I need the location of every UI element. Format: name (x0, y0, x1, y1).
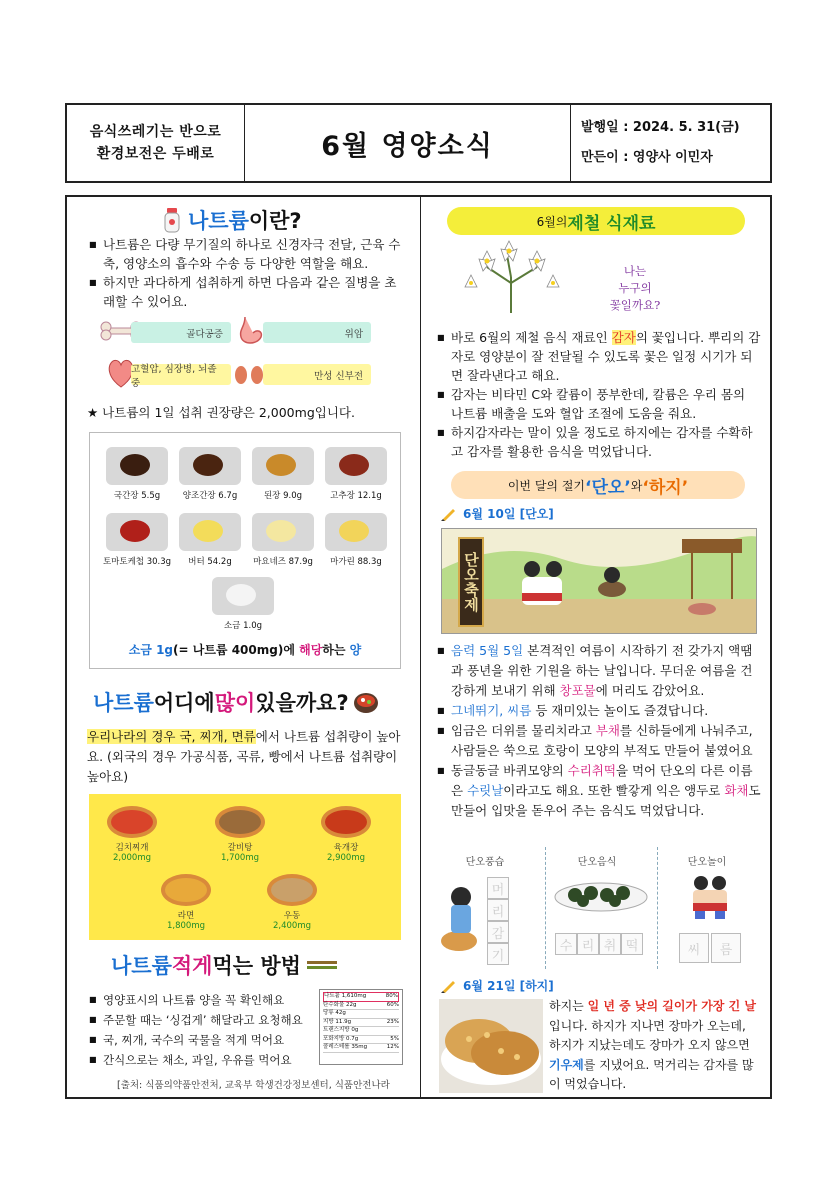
spoon-icon (252, 513, 314, 551)
list-item: ■ 하지감자라는 말이 있을 정도로 하지에는 감자를 수확하고 감자를 활용한 음식을 먹었답니다. (435, 423, 761, 461)
spoon-item (248, 513, 318, 567)
author: 만든이 : 영양사 이민자 (581, 150, 713, 165)
festival-sign: 단오축제 (458, 537, 484, 627)
stew-pot-icon (353, 690, 379, 714)
potato-flower-icon (457, 237, 565, 315)
spoon-label: 고추장 12.1g (330, 491, 382, 501)
spoon-icon (106, 513, 168, 551)
spoon-icon (179, 513, 241, 551)
dashed-divider (657, 847, 658, 969)
sodium-bullets (87, 235, 403, 311)
potato-pancake-icon (439, 999, 543, 1093)
dish-item (107, 806, 157, 863)
spoon-label: 소금 1.0g (223, 621, 263, 631)
char-box: 떡 (621, 933, 643, 955)
seasonal-bullets (435, 328, 761, 461)
label-name: 당류 42g (323, 1010, 346, 1016)
dano-festival-illustration (441, 528, 757, 634)
less-title-end: 먹는 방법 (212, 954, 301, 978)
sodium-heading (162, 205, 302, 235)
dish-sodium: 1,700mg (220, 853, 259, 863)
disease-osteoporosis: 골다공증 (131, 322, 231, 343)
list-item (435, 721, 761, 761)
haji-date-heading (441, 977, 554, 994)
haji-date: 6월 21일 [하지] (463, 979, 554, 993)
label-name: 콜레스테롤 35mg (323, 1044, 368, 1050)
salt-caption (90, 641, 400, 658)
dish-name: 갈비탕 (227, 843, 253, 853)
dish-name: 우동 (283, 911, 301, 921)
dano-bullets (435, 641, 761, 821)
mini-head-play: 단오놀이 (687, 857, 727, 868)
dano-date: 6월 10일 [단오] (463, 507, 554, 521)
dashed-divider (545, 847, 546, 969)
salt-caption-amount: 소금 1g (128, 643, 174, 657)
list-item (435, 641, 761, 701)
where-title-magenta: 많이 (214, 691, 256, 715)
newsletter-header (65, 103, 772, 183)
list-item: ■ 나트륨은 다량 무기질의 하나로 신경자극 전달, 근육 수축, 영양소의 흡수와 수송 등 다양한 역할을 해요. (87, 235, 403, 273)
text: 등 재미있는 놀이도 즐겼답니다. (531, 703, 709, 718)
seasonal-banner (447, 207, 745, 235)
flower-question (575, 263, 695, 314)
char-box: 기 (487, 943, 509, 965)
spoon-icon (252, 447, 314, 485)
dish-item (161, 874, 211, 931)
left-column (67, 197, 420, 1097)
dano-date-heading (441, 505, 554, 522)
spoon-label: 국간장 5.5g (113, 491, 161, 501)
list-item (435, 701, 761, 721)
sodium-spoon-chart (89, 432, 401, 669)
list-item: ■ 영양표시의 나트륨 양을 꼭 확인해요 (87, 990, 319, 1010)
text: 를 지냈어요. 먹거리는 감자를 많이 먹었습니다. (549, 1057, 754, 1091)
seasonal-banner-big: 제철 식재료 (567, 213, 656, 234)
list-item: ■ 감자는 비타민 C와 칼륨이 풍부한데, 칼륨은 우리 몸의 나트륨 배출을 도와 혈압 조절에 도움을 줘요. (435, 385, 761, 423)
label-percent: 5% (390, 1035, 399, 1042)
text: 를 신하들에게 나눠주고, 사람들은 쑥으로 호랑이 모양의 부적도 만들어 붙였어요 (451, 723, 753, 758)
spoon-item (102, 447, 172, 501)
haji-text (549, 997, 761, 1095)
dish-icon (107, 806, 157, 838)
char-box: 씨 (679, 933, 709, 963)
list-item: ■ 간식으로는 채소, 과일, 우유를 먹어요 (87, 1050, 319, 1070)
rice-cake-icon (553, 879, 649, 913)
kidney-icon (233, 363, 265, 387)
right-column (421, 197, 770, 1097)
label-percent: 80% (385, 993, 398, 999)
less-title-magenta: 적게 (171, 954, 213, 978)
mini-head-customs: 단오풍습 (465, 857, 505, 868)
lunar-date: 음력 5월 5일 (451, 643, 524, 658)
slogan-line-2: 환경보전은 두배로 (96, 146, 215, 162)
where-text-rest: 에서 나트륨 섭취량이 높아요. (외국의 경우 가공식품, 곡류, 빵에서 나트륨 섭취량이 높아요) (87, 729, 401, 784)
nutrition-label (319, 989, 403, 1065)
games: 그네뛰기, 씨름 (451, 703, 532, 718)
dish-icon (161, 874, 211, 906)
where-text-foods: 국, 찌개, 면류 (179, 729, 256, 744)
less-heading (111, 950, 337, 980)
text: 도 만들어 입맛을 돋우어 주는 음식도 먹었답니다. (451, 783, 761, 818)
source-note: [출처: 식품의약품안전처, 교육부 학생건강정보센터, 식품안전나라 (117, 1080, 390, 1091)
salt-shaker-icon (162, 207, 182, 233)
label-row (323, 1010, 399, 1019)
spoon-label: 마가린 88.3g (330, 557, 382, 567)
text: 동글동글 바퀴모양의 (451, 763, 568, 778)
dish-item (267, 874, 317, 931)
terms-banner-haji: ‘하지’ (642, 477, 689, 498)
where-title-end: 있을까요? (255, 691, 349, 715)
terms-banner-and: 와 (630, 478, 643, 493)
mini-head-food: 단오음식 (577, 857, 617, 868)
spoon-label: 마요네즈 87.9g (253, 557, 313, 567)
label-row (323, 1002, 399, 1011)
wrestlers-icon (685, 873, 735, 919)
text: 이라고도 해요. 또한 빨갛게 익은 앵두로 (503, 783, 725, 798)
spoon-icon (179, 447, 241, 485)
label-percent: 23% (386, 1018, 399, 1025)
issue-date: 발행일 : 2024. 5. 31(금) (581, 120, 740, 135)
list-item (435, 328, 761, 385)
salt-caption-amount-word: 양 (349, 643, 362, 657)
label-name: 나트륨 1,610mg (324, 993, 367, 999)
disease-stomach-cancer: 위암 (263, 322, 371, 343)
list-item: ■ 국, 찌개, 국수의 국물을 적게 먹어요 (87, 1030, 319, 1050)
terms-banner-dano: ‘단오’ (585, 477, 631, 498)
pencil-icon (441, 507, 457, 521)
text: 에 머리도 감았어요. (595, 683, 705, 698)
punch: 화채 (724, 783, 749, 798)
spoon-label: 버터 54.2g (188, 557, 232, 567)
dish-item (321, 806, 371, 863)
char-box: 름 (711, 933, 741, 963)
char-box: 취 (599, 933, 621, 955)
dish-sodium: 2,400mg (272, 921, 311, 931)
rice-cake: 수리취떡 (567, 763, 616, 778)
spoon-item (102, 513, 172, 567)
seasonal-banner-small: 6월의 (536, 214, 568, 229)
rain-ritual: 기우제 (549, 1057, 584, 1072)
text: 을 먹어 단오의 다른 이름은 (451, 763, 753, 798)
page-title: 6월 영양소식 (321, 130, 494, 162)
salt-caption-does: 하는 (322, 643, 350, 657)
text: 바로 6월의 제철 음식 재료인 (451, 330, 612, 345)
text: 하지는 (549, 999, 588, 1013)
dish-icon (267, 874, 317, 906)
salt-caption-equal: 해당 (299, 643, 323, 657)
char-box: 수 (555, 933, 577, 955)
text: 의 꽃입니다. 뿌리의 감자로 영양분이 잘 전달될 수 있도록 꽃은 일정 시기가 되면 잘라낸다고 해요. (451, 330, 761, 383)
slogan-line-1: 음식쓰레기는 반으로 (89, 124, 222, 140)
list-item: ■ 주문할 때는 ‘싱겁게’ 해달라고 요청해요 (87, 1010, 319, 1030)
label-row (323, 1036, 399, 1045)
text: 임금은 더위를 물리치라고 (451, 723, 596, 738)
label-percent: 12% (386, 1044, 399, 1050)
dish-name: 육개장 (333, 843, 359, 853)
less-tips (87, 990, 319, 1070)
spoon-item (175, 513, 245, 567)
potato-highlight: 감자 (611, 330, 636, 345)
stomach-icon (237, 315, 265, 347)
dish-name: 라면 (177, 911, 195, 921)
terms-banner (451, 471, 745, 499)
spoon-icon (325, 447, 387, 485)
intake-note: ★ 나트륨의 1일 섭취 권장량은 2,000mg입니다. (87, 405, 355, 420)
label-percent: 60% (386, 1001, 399, 1008)
dish-sodium: 1,800mg (166, 921, 205, 931)
spoon-icon (325, 513, 387, 551)
content-frame (65, 195, 772, 1099)
spoon-item (248, 447, 318, 501)
pencil-icon (441, 979, 457, 993)
suritnal: 수릿날 (467, 783, 504, 798)
char-box: 머 (487, 877, 509, 899)
char-box: 리 (577, 933, 599, 955)
where-title-blue: 나트륨 (93, 691, 154, 715)
label-row (323, 1027, 399, 1036)
spoon-label: 양조간장 6.7g (182, 491, 238, 501)
question-line: 누구의 (618, 281, 652, 295)
festival-scene-icon (442, 529, 757, 634)
salt-caption-mid: (= 나트륨 400mg)에 (173, 643, 300, 657)
label-row (323, 1019, 399, 1028)
dish-item (215, 806, 265, 863)
dish-sodium: 2,900mg (326, 853, 365, 863)
char-box: 감 (487, 921, 509, 943)
spoon-label: 토마토케첩 30.3g (102, 557, 172, 567)
high-sodium-foods (89, 794, 401, 940)
iris-water: 창포물 (559, 683, 596, 698)
issue-info (570, 105, 770, 181)
text: 본격적인 여름이 시작하기 전 갖가지 액땜과 풍년을 위한 기원을 하는 날입니다. 무더운 여름을 건강하게 보내기 위해 (451, 643, 753, 698)
spoon-label: 된장 9.0g (263, 491, 303, 501)
dish-name: 김치찌개 (115, 843, 149, 853)
dish-icon (321, 806, 371, 838)
list-item: ■ 하지만 과다하게 섭취하게 하면 다음과 같은 질병을 초래할 수 있어요. (87, 273, 403, 311)
label-name: 트랜스지방 0g (323, 1027, 359, 1033)
dish-icon (215, 806, 265, 838)
disease-kidney: 만성 신부전 (263, 364, 371, 385)
hair-washing-girl-icon (437, 879, 483, 953)
slogan-box (67, 105, 245, 181)
less-title-blue: 나트륨 (111, 954, 172, 978)
where-text (87, 727, 403, 787)
spoon-icon (106, 447, 168, 485)
spoon-item (208, 577, 278, 631)
label-name: 포화지방 0.7g (323, 1035, 359, 1042)
chopsticks-icon (307, 958, 337, 972)
text: 입니다. 하지가 지나면 장마가 오는데, 하지가 지났는데도 장마가 오지 않으면 (549, 1018, 750, 1052)
char-box: 리 (487, 899, 509, 921)
spoon-item (321, 513, 391, 567)
sodium-title-blue: 나트륨 (188, 209, 249, 233)
terms-banner-text: 이번 달의 절기 (507, 478, 586, 493)
where-title-mid: 어디에 (153, 691, 215, 715)
label-name: 지방 11.9g (323, 1018, 352, 1025)
label-row (323, 992, 399, 1002)
question-line: 꽃일까요? (609, 298, 661, 312)
where-text-start: 우리나라의 경우 (87, 729, 180, 744)
disease-hypertension: 고혈압, 심장병, 뇌졸중 (131, 364, 231, 385)
question-line: 나는 (623, 264, 647, 278)
spoon-icon (212, 577, 274, 615)
fan: 부채 (595, 723, 620, 738)
label-row (323, 1044, 399, 1053)
longest-day: 일 년 중 낮의 길이가 가장 긴 날 (587, 999, 756, 1013)
label-name: 탄수화물 22g (323, 1001, 357, 1008)
where-heading (93, 687, 379, 717)
spoon-item (321, 447, 391, 501)
dish-sodium: 2,000mg (112, 853, 151, 863)
spoon-item (175, 447, 245, 501)
list-item (435, 761, 761, 821)
sodium-title-rest: 이란? (248, 209, 302, 233)
